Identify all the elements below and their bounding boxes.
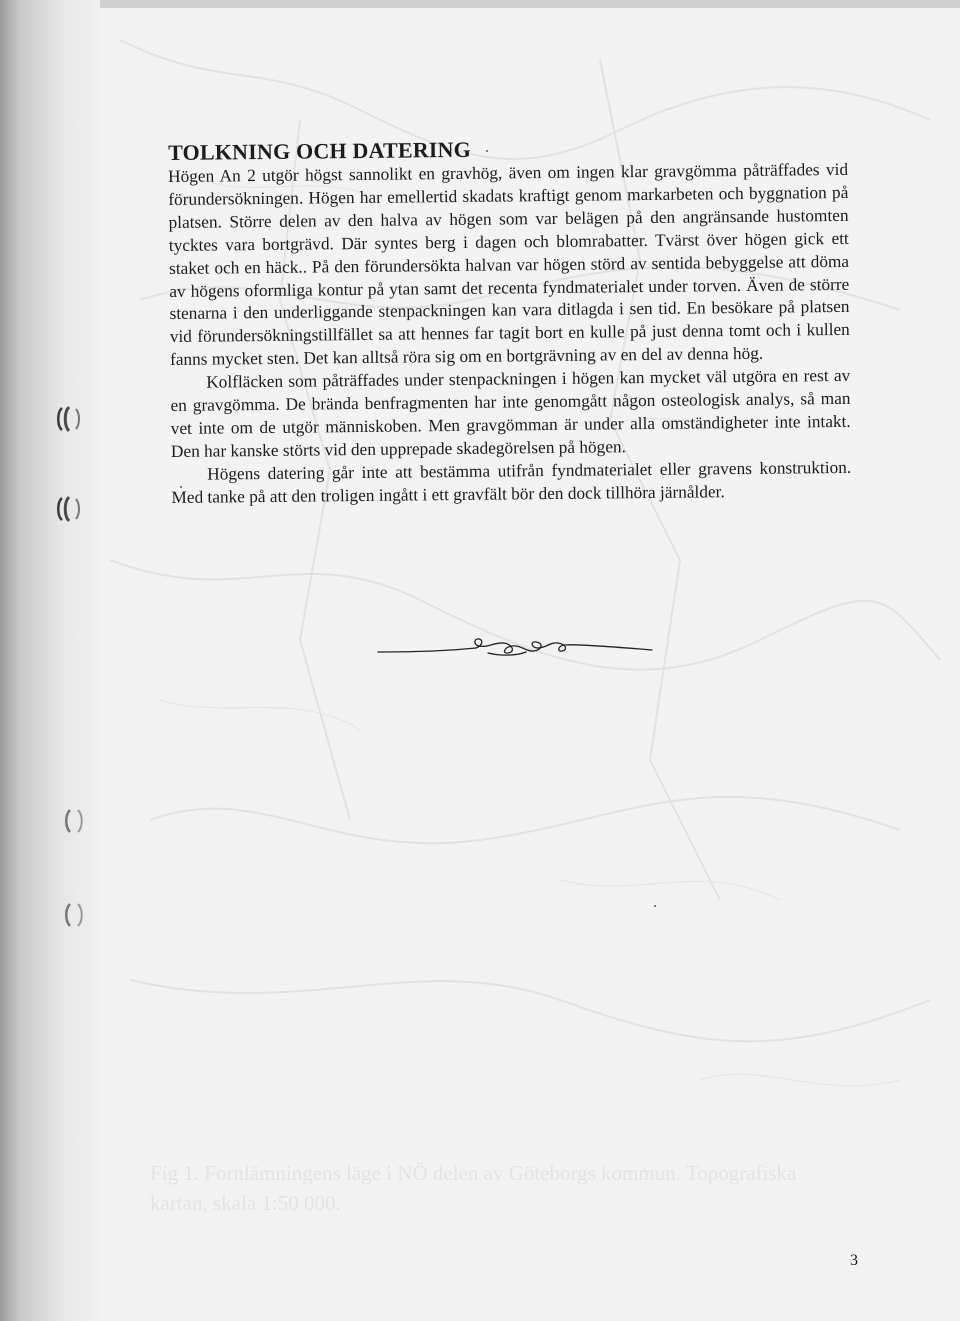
page-number: 3 bbox=[850, 1252, 858, 1269]
bleed-through-caption: Fig 1. Fornlämningens läge i NÖ delen av Göteborgs kommun. Topografiska kartan, skala 1:50 000. bbox=[150, 1161, 797, 1215]
binder-margin-shadow bbox=[0, 0, 100, 1321]
section-heading: TOLKNING OCH DATERING bbox=[168, 136, 472, 165]
scan-speck bbox=[654, 905, 656, 907]
binder-hole-icon bbox=[62, 806, 88, 836]
body-text bbox=[168, 159, 852, 510]
decorative-divider-icon bbox=[376, 630, 654, 670]
binder-hole-icon bbox=[56, 404, 82, 434]
binder-hole-icon bbox=[56, 494, 82, 524]
binder-hole-icon bbox=[62, 900, 88, 930]
paragraph: Kolfläcken som påträffades under stenpackningen i högen kan mycket väl utgöra en rest av en gravgömma. De brända benfragmenten har inte genomgått någon osteologisk analys, så man vet inte om de utgör människoben. Men gravgömman är under alla omständigheter inte intakt. Den har kanske störts vid den upprepade skadegörelsen på högen. bbox=[170, 366, 851, 461]
paragraph: Högens datering går inte att bestämma utifrån fyndmaterialet eller gravens konstruktion. Med tanke på att den troligen ingått i ett gravfält bör den dock tillhöra järnålder. bbox=[171, 457, 852, 507]
scan-speck bbox=[486, 150, 488, 152]
paragraph: Högen An 2 utgör högst sannolikt en gravhög, även om ingen klar gravgömma påträffades vid förundersökningen. Högen har emellertid skadats kraftigt genom markarbeten och byggnation på platsen. Större delen av den halva av högen som var belägen på den angränsande hustomten tycktes vara bortgrävd. Där syntes berg i dagen och blomrabatter. Tvärst över högen gick ett staket och en häck.. På den förundersökta halvan var högen störd av sentida bebyggelse att döma av högens oformliga kontur på ytan samt det recenta fyndmaterialet under torven. Även de större stenarna i den underliggande stenpackningen kan vara ditlagda i sen tid. En besökare på platsen vid förundersökningstillfället sa att hennes far tagit bort en kulle på just denna tomt och i kullen fanns mycket sten. Det kan alltså röra sig om en bortgrävning av en del av denna hög. bbox=[168, 159, 850, 370]
